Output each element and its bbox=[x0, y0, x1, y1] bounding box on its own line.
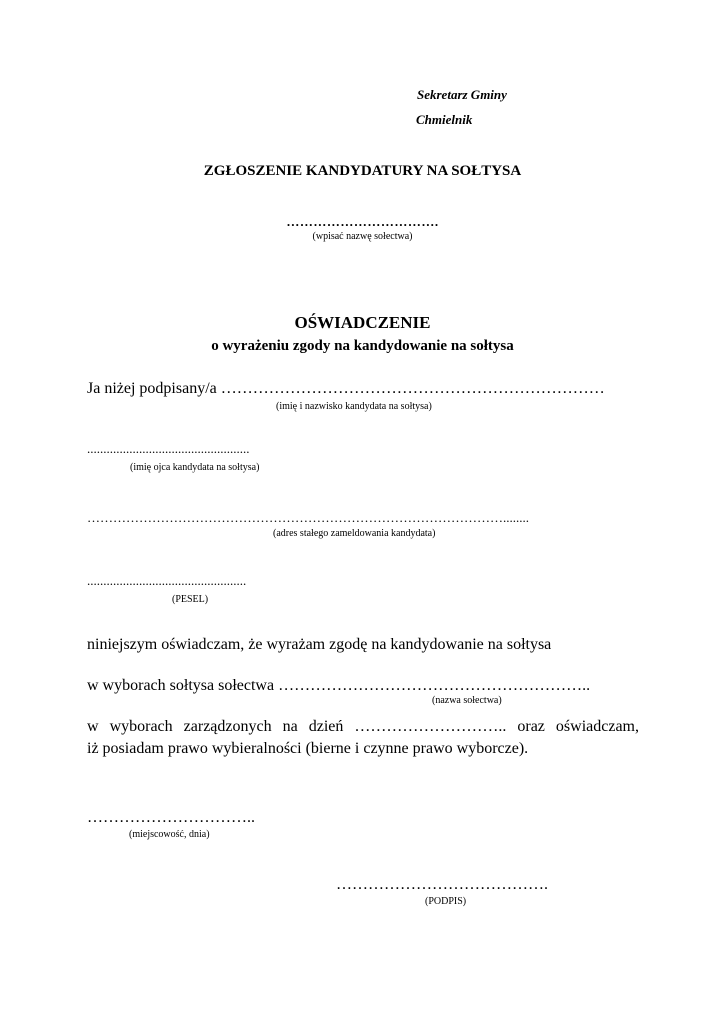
pesel-hint: (PESEL) bbox=[172, 594, 209, 605]
village-election-field: w wyborach sołtysa sołectwa ………………………………………………….. bbox=[87, 677, 591, 694]
address-hint: (adres stałego zameldowania kandydata) bbox=[273, 528, 436, 539]
place-date-field: ………………………….. bbox=[87, 809, 255, 826]
eligibility-line: iż posiadam prawo wybieralności (bierne i czynne prawo wyborcze). bbox=[87, 740, 529, 757]
addressee-line-2: Chmielnik bbox=[416, 112, 473, 127]
place-date-hint: (miejscowość, dnia) bbox=[129, 829, 210, 840]
village-election-hint: (nazwa sołectwa) bbox=[432, 695, 502, 706]
signature-field: …………………………………. bbox=[336, 876, 548, 893]
father-name-field: .................................................. bbox=[87, 441, 250, 456]
document-title: ZGŁOSZENIE KANDYDATURY NA SOŁTYSA bbox=[203, 163, 522, 179]
village-name-field: ……………………………. bbox=[286, 214, 439, 229]
village-name-hint: (wpisać nazwę sołectwa) bbox=[312, 231, 413, 242]
pesel-field: ................................................. bbox=[87, 573, 247, 588]
signature-hint: (PODPIS) bbox=[425, 896, 467, 907]
election-date-line: w wyborach zarządzonych na dzień ……………………….. oraz oświadczam, bbox=[87, 718, 639, 735]
election-date-statement bbox=[87, 716, 639, 760]
address-field: ……………………………………………………………………………………........ bbox=[87, 510, 529, 525]
declaration-title: OŚWIADCZENIE bbox=[294, 313, 431, 332]
candidate-name-field: Ja niżej podpisany/a ……………………………………………………………… bbox=[87, 380, 605, 397]
candidate-name-hint: (imię i nazwisko kandydata na sołtysa) bbox=[276, 401, 432, 412]
declaration-subtitle: o wyrażeniu zgody na kandydowanie na sołtysa bbox=[211, 338, 514, 354]
father-name-hint: (imię ojca kandydata na sołtysa) bbox=[130, 462, 260, 473]
addressee-line-1: Sekretarz Gminy bbox=[417, 87, 507, 102]
consent-statement: niniejszym oświadczam, że wyrażam zgodę na kandydowanie na sołtysa bbox=[87, 636, 552, 653]
